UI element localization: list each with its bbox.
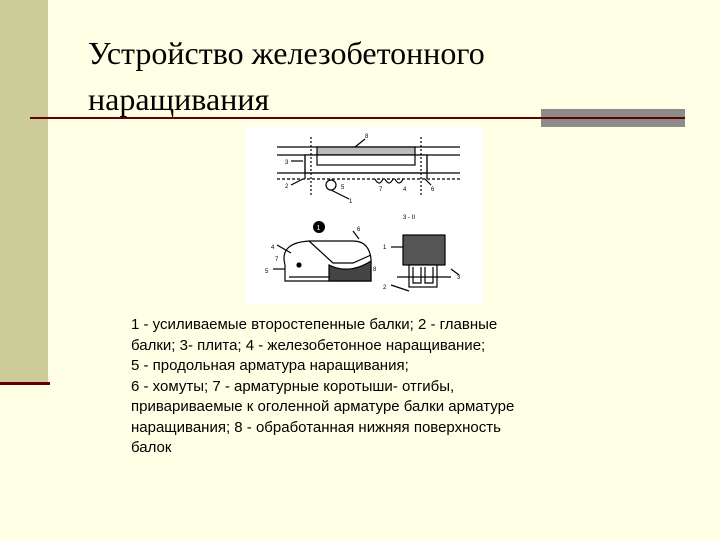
detail-label-6: 6 — [357, 227, 361, 233]
technical-drawing — [245, 127, 483, 304]
detail-label-4: 4 — [271, 245, 275, 251]
figure-legend — [131, 315, 611, 459]
legend-line: балок — [131, 439, 172, 456]
plan-label-2: 2 — [285, 184, 289, 190]
legend-line: привариваемые к оголенной арматуре балки арматуре — [131, 398, 515, 415]
legend-line: 6 - хомуты; 7 - арматурные коротыши- отгибы, — [131, 377, 455, 395]
legend-line: наращивания; 8 - обработанная нижняя поверхность — [131, 418, 501, 436]
section-label-2: 2 — [383, 285, 387, 291]
detail-marker — [313, 221, 325, 233]
beam-detail-drawing — [273, 231, 371, 281]
detail-label-5: 5 — [265, 269, 269, 275]
detail-label-8: 8 — [373, 267, 377, 273]
plan-label-1: 1 — [349, 199, 353, 205]
legend-line: балки; 3- плита; 4 - железобетонное наращивание; — [131, 336, 486, 354]
section-label: 3 - II — [403, 215, 416, 221]
slide-title-line-1: Устройство железобетонного — [88, 35, 485, 71]
detail-label-7: 7 — [275, 257, 279, 263]
legend-line: 1 - усиливаемые второстепенные балки; 2 - главные — [131, 316, 498, 333]
plan-label-6: 6 — [431, 187, 435, 193]
title-divider-line-over-block — [541, 117, 685, 119]
section-label-3: 3 — [457, 275, 461, 281]
left-accent-underline — [0, 382, 50, 385]
plan-label-3: 3 — [285, 160, 289, 166]
left-accent-bar — [0, 0, 48, 382]
slide-title-line-2: наращивания — [88, 81, 270, 117]
plan-label-7: 7 — [379, 187, 383, 193]
legend-line: 5 - продольная арматура наращивания; — [131, 357, 409, 374]
detail-marker-label: 1 — [316, 225, 321, 232]
section-detail-drawing — [391, 235, 459, 291]
plan-label-5: 5 — [341, 185, 345, 191]
plan-label-8: 8 — [365, 134, 369, 140]
section-label-1: 1 — [383, 245, 387, 251]
plan-label-4: 4 — [403, 187, 407, 193]
